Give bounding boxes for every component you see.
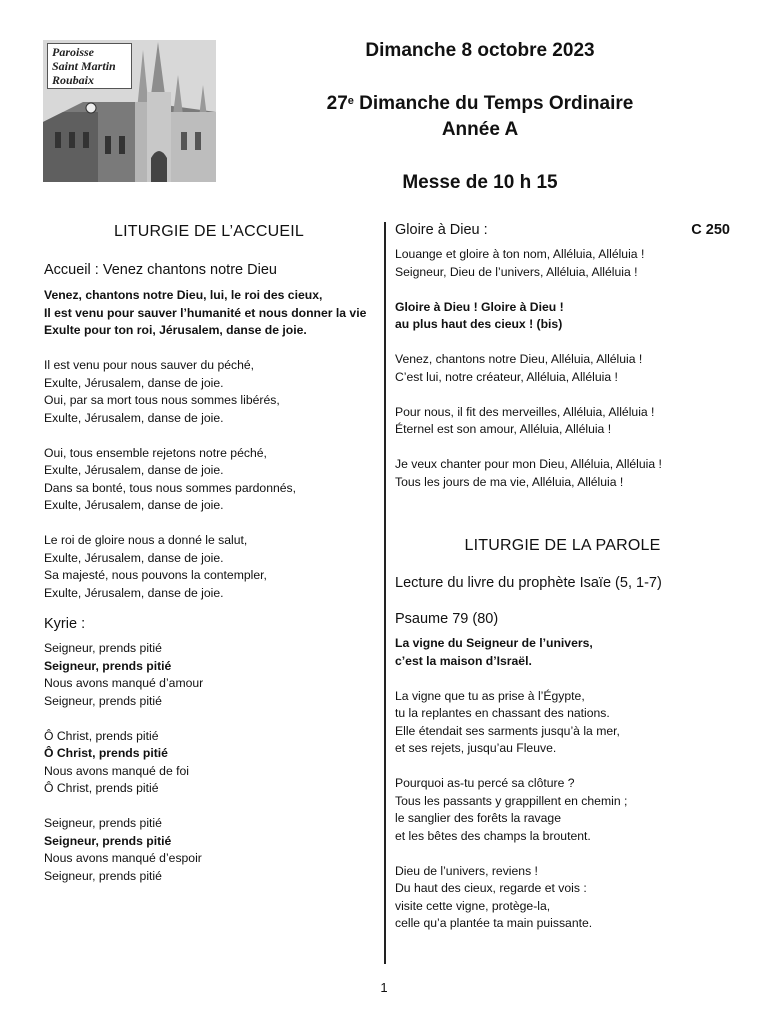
section-title-accueil: LITURGIE DE L’ACCUEIL [113, 223, 305, 240]
parish-logo [43, 40, 216, 182]
gloire-code: C 250 [691, 222, 730, 238]
kyrie-line: Nous avons manqué d’espoir [44, 851, 202, 865]
accueil-refrain [44, 287, 374, 340]
refrain-line: Exulte pour ton roi, Jérusalem, danse de joie. [44, 323, 307, 337]
stanza-line: Il est venu pour nous sauver du péché, [44, 358, 255, 372]
mass-time: Messe de 10 h 15 [402, 172, 558, 193]
kyrie-line: Seigneur, prends pitié [44, 641, 162, 655]
stanza-line: Oui, par sa mort tous nous sommes libérés, [44, 393, 280, 407]
gloire-line: Je veux chanter pour mon Dieu, Alléluia, Alléluia ! [395, 457, 662, 471]
gloire-line: Venez, chantons notre Dieu, Alléluia, Alléluia ! [395, 352, 643, 366]
lecture-title: Lecture du livre du prophète Isaïe (5, 1-7) [395, 575, 662, 591]
right-column [395, 220, 730, 933]
sunday-number: 27 [326, 93, 348, 114]
psaume-line: celle qu’a plantée ta main puissante. [395, 916, 593, 930]
refrain-line: Venez, chantons notre Dieu, lui, le roi des cieux, [44, 288, 323, 302]
gloire-line: Éternel est son amour, Alléluia, Alléluia ! [395, 422, 612, 436]
kyrie-line: Ô Christ, prends pitié [44, 746, 168, 760]
stanza-line: Exulte, Jérusalem, danse de joie. [44, 463, 224, 477]
gloire-title: Gloire à Dieu : [395, 222, 488, 238]
kyrie-line: Nous avons manqué de foi [44, 763, 189, 778]
left-column [44, 220, 374, 885]
stanza-line: Exulte, Jérusalem, danse de joie. [44, 375, 224, 390]
kyrie-line: Seigneur, prends pitié [44, 658, 172, 673]
kyrie-line: Ô Christ, prends pitié [44, 728, 159, 743]
gloire-refrain-line: au plus haut des cieux ! (bis) [395, 317, 563, 331]
accueil-title: Accueil : Venez chantons notre Dieu [44, 262, 277, 278]
stanza-line: Dans sa bonté, tous nous sommes pardonnés, [44, 480, 297, 495]
gloire-intro [395, 246, 730, 281]
stanza-line: Exulte, Jérusalem, danse de joie. [44, 498, 224, 512]
kyrie-stanza-3 [44, 815, 374, 885]
kyrie-line: Seigneur, prends pitié [44, 693, 162, 708]
gloire-verse-2 [395, 404, 730, 439]
kyrie-title: Kyrie : [44, 616, 86, 632]
gloire-line: Tous les jours de ma vie, Alléluia, Alléluia ! [395, 474, 624, 489]
psaume-line: Dieu de l’univers, reviens ! [395, 863, 538, 878]
logo-label-line: Paroisse [52, 45, 94, 59]
kyrie-line: Ô Christ, prends pitié [44, 781, 159, 795]
psaume-line: Elle étendait ses sarments jusqu’à la mer, [395, 723, 620, 738]
psaume-stanza-2 [395, 775, 730, 845]
stanza-line: Sa majesté, nous pouvons la contempler, [44, 568, 267, 582]
liturgical-year: Année A [441, 119, 519, 140]
kyrie-line: Seigneur, prends pitié [44, 816, 162, 830]
sunday-heading [250, 91, 710, 116]
stanza-line: Exulte, Jérusalem, danse de joie. [44, 585, 224, 600]
date-heading: Dimanche 8 octobre 2023 [365, 40, 595, 61]
psaume-refrain-line: La vigne du Seigneur de l’univers, [395, 636, 593, 650]
gloire-header [395, 220, 730, 240]
page-number: 1 [380, 980, 388, 995]
psaume-line: et ses rejets, jusqu’au Fleuve. [395, 741, 557, 755]
accueil-stanza-2 [44, 445, 374, 515]
psaume-stanza-3 [395, 863, 730, 933]
psaume-title: Psaume 79 (80) [395, 611, 499, 627]
psaume-line: et les bêtes des champs la broutent. [395, 828, 591, 843]
logo-label [47, 43, 132, 89]
gloire-line: C’est lui, notre créateur, Alléluia, Alléluia ! [395, 369, 618, 384]
kyrie-line: Nous avons manqué d’amour [44, 676, 204, 690]
logo-label-line: Roubaix [52, 73, 95, 87]
gloire-verse-3 [395, 456, 730, 491]
gloire-refrain [395, 299, 730, 334]
kyrie-line: Seigneur, prends pitié [44, 833, 172, 848]
gloire-line: Louange et gloire à ton nom, Alléluia, Alléluia ! [395, 247, 645, 261]
kyrie-line: Seigneur, prends pitié [44, 868, 162, 883]
psaume-line: Pourquoi as-tu percé sa clôture ? [395, 776, 575, 790]
stanza-line: Exulte, Jérusalem, danse de joie. [44, 550, 224, 565]
accueil-stanza-3 [44, 532, 374, 602]
sunday-rest: Dimanche du Temps Ordinaire [353, 93, 634, 114]
logo-label-line: Saint Martin [52, 59, 116, 73]
psaume-line: le sanglier des forêts la ravage [395, 811, 561, 825]
kyrie-stanza-1 [44, 640, 374, 710]
kyrie-stanza-2 [44, 728, 374, 798]
gloire-line: Seigneur, Dieu de l’univers, Alléluia, Alléluia ! [395, 264, 638, 279]
stanza-line: Oui, tous ensemble rejetons notre péché, [44, 445, 267, 460]
psaume-refrain [395, 635, 730, 670]
psaume-refrain-line: c’est la maison d’Israël. [395, 653, 532, 668]
gloire-line: Pour nous, il fit des merveilles, Alléluia, Alléluia ! [395, 404, 655, 419]
psaume-stanza-1 [395, 688, 730, 758]
refrain-line: Il est venu pour sauver l’humanité et nous donner la vie [44, 305, 367, 320]
section-title-parole: LITURGIE DE LA PAROLE [464, 537, 661, 554]
psaume-line: visite cette vigne, protège-la, [395, 898, 551, 913]
stanza-line: Le roi de gloire nous a donné le salut, [44, 533, 248, 547]
psaume-line: Tous les passants y grappillent en chemin ; [395, 793, 628, 808]
stanza-line: Exulte, Jérusalem, danse de joie. [44, 410, 224, 425]
psaume-line: La vigne que tu as prise à l’Égypte, [395, 688, 585, 703]
psaume-line: Du haut des cieux, regarde et vois : [395, 881, 587, 895]
accueil-stanza-1 [44, 357, 374, 427]
gloire-refrain-line: Gloire à Dieu ! Gloire à Dieu ! [395, 299, 564, 314]
column-divider [384, 222, 386, 964]
gloire-verse-1 [395, 351, 730, 386]
psaume-line: tu la replantes en chassant des nations. [395, 706, 610, 720]
sunday-suffix: e [347, 95, 354, 107]
